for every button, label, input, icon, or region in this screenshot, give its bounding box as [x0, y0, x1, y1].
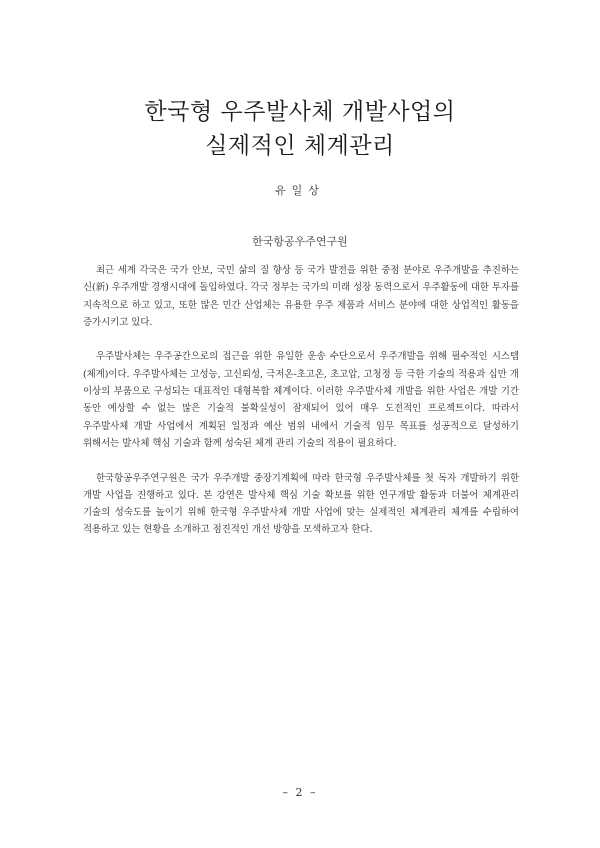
abstract-body: [83, 262, 519, 556]
page-title: [0, 95, 600, 163]
page-number: – 2 –: [282, 786, 318, 799]
title-line-1: 한국형 우주발사체 개발사업의: [144, 99, 456, 125]
title-line-2: 실제적인 체계관리: [205, 133, 395, 159]
paragraph-2: 우주발사체는 우주공간으로의 접근을 위한 유일한 운송 수단으로서 우주개발을 위해 필수적인 시스템(체계)이다. 우주발사체는 고성능, 고신뢰성, 극저온-초고온, 초고압, 고청정 등 극한 기술의 적용과 십만 개 이상의 부품으로 구성되는 대표적인 대형복합 체계이다. 이러한 우주발사체 개발을 위한 사업은 개발 기간 동안 예상할 수 없는 많은 기술적 불확실성이 잠재되어 있어 매우 도전적인 프로젝트이다. 따라서 우주발사체 개발 사업에서 계획된 일정과 예산 범위 내에서 기술적 임무 목표를 성공적으로 달성하기 위해서는 발사체 핵심 기술과 함께 성숙된 체계 관리 기술의 적용이 필요하다.: [83, 351, 519, 449]
paragraph-1: 최근 세계 각국은 국가 안보, 국민 삶의 질 향상 등 국가 발전을 위한 중점 분야로 우주개발을 추진하는 신(新) 우주개발 경쟁시대에 돌입하였다. 각국 정부는 국가의 미래 성장 동력으로서 우주활동에 대한 투자를 지속적으로 하고 있고, 또한 많은 민간 산업체는 유용한 우주 제품과 서비스 분야에 대한 상업적인 활동을 증가시키고 있다.: [83, 265, 519, 328]
author-affiliation: 한국항공우주연구원: [252, 235, 348, 248]
paragraph-3: 한국항공우주연구원은 국가 우주개발 중장기계획에 따라 한국형 우주발사체를 첫 독자 개발하기 위한 개발 사업을 진행하고 있다. 본 강연은 발사체 핵심 기술 확보를 위한 연구개발 활동과 더불어 체계관리 기술의 성숙도를 높이기 위해 한국형 우주발사체 개발 사업에 맞는 실제적인 체계관리 체계를 수립하여 적용하고 있는 현황을 소개하고 점진적인 개선 방향을 모색하고자 한다.: [83, 472, 519, 536]
author-name: 유일상: [275, 184, 325, 197]
